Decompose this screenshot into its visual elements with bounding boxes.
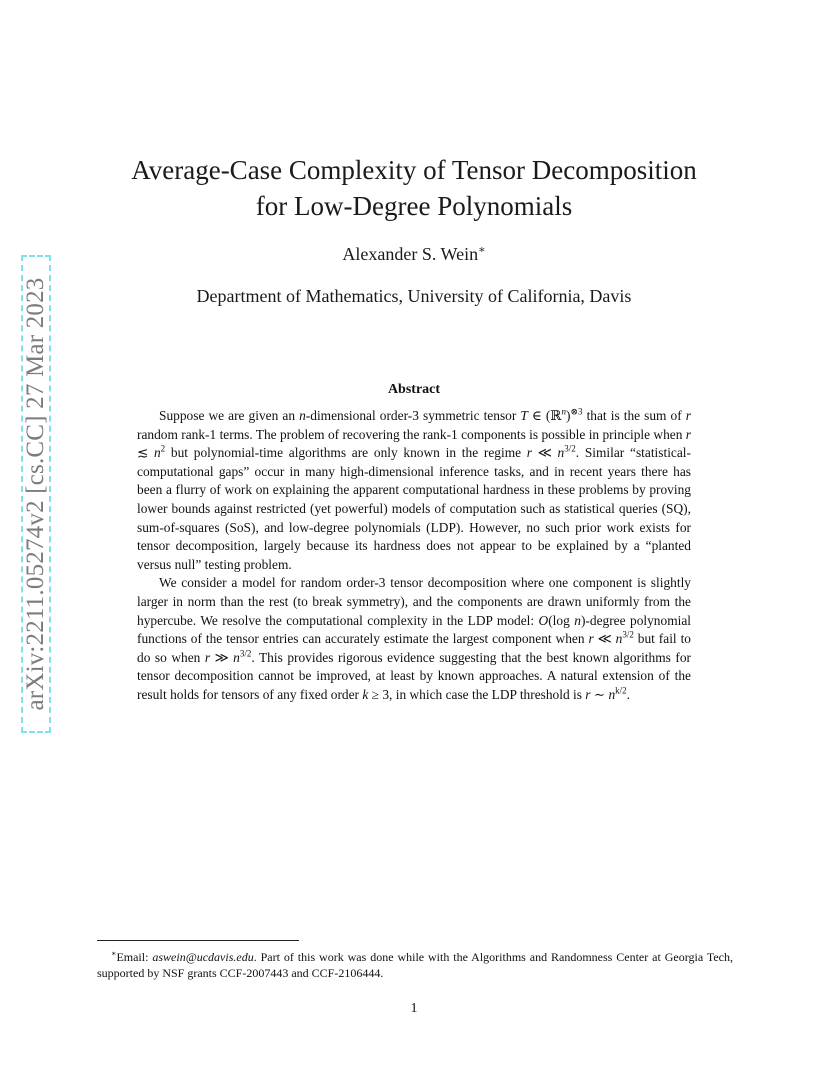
footnote	[97, 946, 733, 981]
author-footnote-mark[interactable]: ∗	[478, 244, 486, 256]
affiliation: Department of Mathematics, University of California, Davis	[196, 286, 632, 306]
footnote-email-link[interactable]: aswein@ucdavis.edu	[152, 950, 254, 964]
abstract-paragraph-1: Suppose we are given an n-dimensional order-3 symmetric tensor T ∈ (ℝ$^n$)$^{\otimes 3}$ that is the sum of r random rank-1 terms. The problem of recovering the rank-1 components is possible in principle when r ≲ $n^2$ but polynomial-time algorithms are only known in the regime r ≪ $n^{3/2}$. Similar “statistical-computational gaps” occur in many high-dimensional inference tasks, and in recent years there has been a flurry of work on explaining the apparent computational hardness in these problems by proving lower bounds against restricted (yet powerful) models of computation such as statistical queries (SQ), sum-of-squares (SoS), and low-degree polynomials (LDP). However, no such prior work exists for tensor decomposition, largely because its hardness does not appear to be explained by a “planted versus null” testing problem.	[137, 406, 691, 572]
paper-title	[0, 152, 828, 224]
abstract-paragraph-2: We consider a model for random order-3 tensor decomposition where one component is slightly larger in norm than the rest (to break symmetry), and the components are drawn uniformly from the hypercube. We resolve the computational complexity in the LDP model: O(log n)-degree polynomial functions of the tensor entries can accurately estimate the largest component when r ≪ $n^{3/2}$ but fail to do so when r ≫ $n^{3/2}$. This provides rigorous evidence suggesting that the best known algorithms for tensor decomposition cannot be improved, at least by known approaches. A natural extension of the result holds for tensors of any fixed order k ≥ 3, in which case the LDP threshold is r ∼ $n^{k/2}$.	[137, 575, 692, 702]
footnote-mark: ∗	[111, 949, 117, 958]
arxiv-identifier[interactable]: arXiv:2211.05274v2 [cs.CC] 27 Mar 2023	[22, 277, 49, 711]
paper-title-line-1: Average-Case Complexity of Tensor Decomposition	[131, 155, 697, 185]
abstract-body	[137, 407, 691, 705]
footnote-rule	[97, 940, 299, 941]
abstract-heading: Abstract	[387, 382, 441, 397]
paper-title-line-2: for Low-Degree Polynomials	[255, 191, 573, 221]
author	[0, 243, 828, 265]
footnote-label: Email:	[116, 950, 153, 964]
author-name: Alexander S. Wein	[342, 244, 479, 264]
footnote-text: . Part of this work was done while with the Algorithms and Randomness Center at Georgia Tech, supported by NSF grants CCF-2007443 and CCF-2106444.	[97, 950, 734, 980]
page-number: 1	[410, 1001, 418, 1016]
